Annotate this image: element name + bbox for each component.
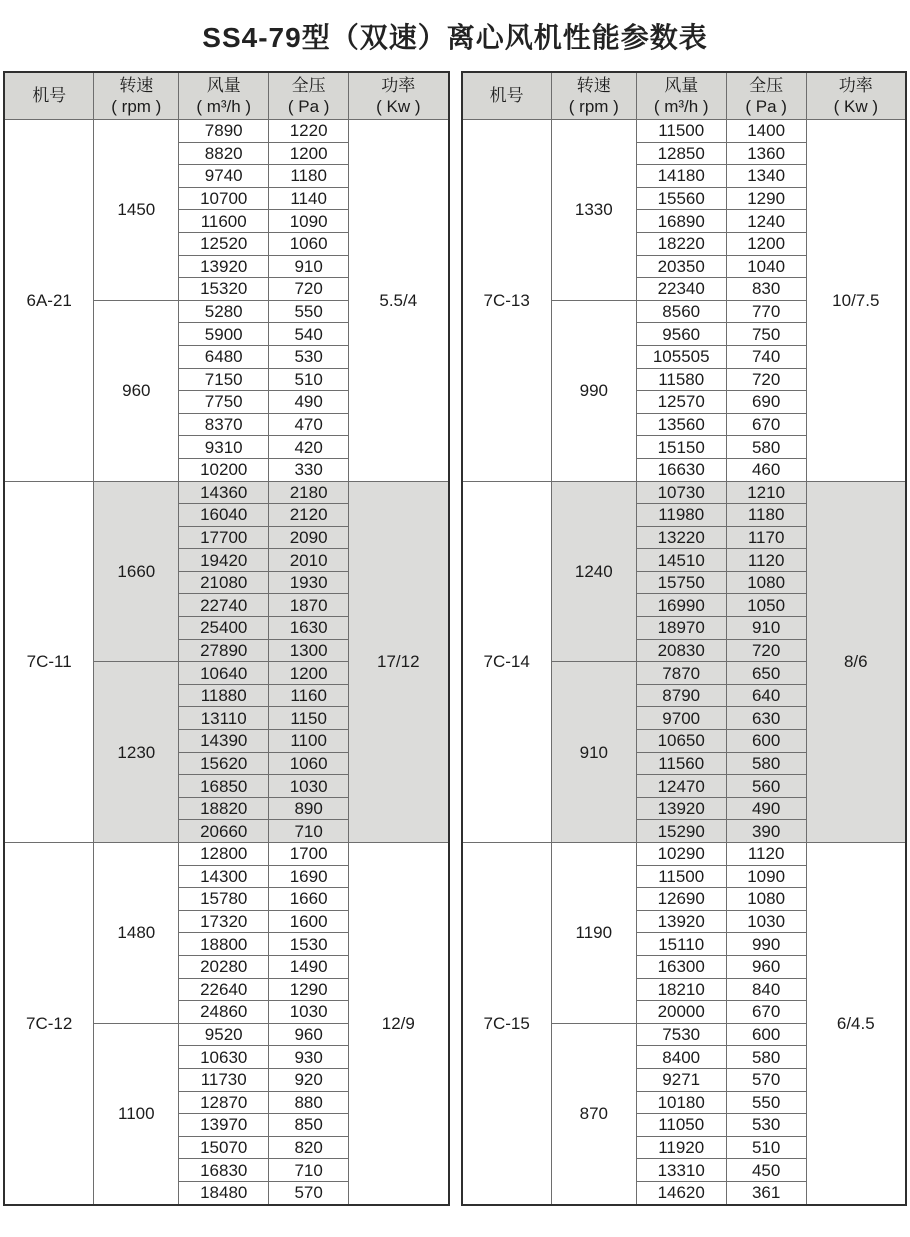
flow-cell: 8820: [179, 142, 269, 165]
col-header-line: ( Pa ): [287, 97, 330, 116]
pressure-cell: 670: [726, 1001, 806, 1024]
col-header-line: ( rpm ): [111, 97, 162, 116]
pressure-cell: 690: [726, 391, 806, 414]
col-header-line: 转速: [119, 75, 154, 95]
pressure-cell: 460: [726, 458, 806, 481]
flow-cell: 15780: [179, 888, 269, 911]
flow-cell: 18480: [179, 1181, 269, 1204]
col-header-pressure: [269, 72, 349, 120]
fan-table-right: [461, 71, 908, 1206]
flow-cell: 12570: [636, 391, 726, 414]
pressure-cell: 960: [269, 1023, 349, 1046]
pressure-cell: 550: [269, 300, 349, 323]
pressure-cell: 1060: [269, 232, 349, 255]
flow-cell: 8560: [636, 300, 726, 323]
col-header-line: ( m³/h ): [196, 97, 252, 116]
pressure-cell: 1090: [726, 865, 806, 888]
flow-cell: 13920: [636, 910, 726, 933]
pressure-cell: 1200: [269, 142, 349, 165]
data-row: [462, 481, 907, 504]
pressure-cell: 850: [269, 1114, 349, 1137]
flow-cell: 11580: [636, 368, 726, 391]
pressure-cell: 1210: [726, 481, 806, 504]
pressure-cell: 570: [269, 1181, 349, 1204]
flow-cell: 15150: [636, 436, 726, 459]
pressure-cell: 820: [269, 1136, 349, 1159]
pressure-cell: 1200: [726, 232, 806, 255]
pressure-cell: 1220: [269, 120, 349, 143]
pressure-cell: 1660: [269, 888, 349, 911]
flow-cell: 12520: [179, 232, 269, 255]
pressure-cell: 990: [726, 933, 806, 956]
pressure-cell: 1180: [726, 504, 806, 527]
pressure-cell: 510: [726, 1136, 806, 1159]
flow-cell: 13310: [636, 1159, 726, 1182]
flow-cell: 8400: [636, 1046, 726, 1069]
flow-cell: 16300: [636, 955, 726, 978]
flow-cell: 9740: [179, 165, 269, 188]
flow-cell: 105505: [636, 345, 726, 368]
pressure-cell: 2090: [269, 526, 349, 549]
pressure-cell: 720: [726, 368, 806, 391]
pressure-cell: 490: [726, 797, 806, 820]
power-cell: 17/12: [349, 481, 449, 843]
model-cell: 7C-13: [462, 120, 552, 482]
flow-cell: 14180: [636, 165, 726, 188]
flow-cell: 11560: [636, 752, 726, 775]
pressure-cell: 960: [726, 955, 806, 978]
flow-cell: 14300: [179, 865, 269, 888]
rpm-cell: 1100: [94, 1023, 179, 1204]
pressure-cell: 1050: [726, 594, 806, 617]
col-header-model: [462, 72, 552, 120]
flow-cell: 18800: [179, 933, 269, 956]
flow-cell: 14620: [636, 1181, 726, 1204]
data-row: [4, 843, 449, 866]
pressure-cell: 1490: [269, 955, 349, 978]
flow-cell: 10200: [179, 458, 269, 481]
flow-cell: 22340: [636, 278, 726, 301]
data-row: [4, 120, 449, 143]
pressure-cell: 1150: [269, 707, 349, 730]
model-cell: 7C-12: [4, 843, 94, 1205]
flow-cell: 14510: [636, 549, 726, 572]
flow-cell: 12870: [179, 1091, 269, 1114]
pressure-cell: 1120: [726, 549, 806, 572]
flow-cell: 8370: [179, 413, 269, 436]
model-cell: 7C-14: [462, 481, 552, 843]
flow-cell: 20000: [636, 1001, 726, 1024]
col-header-model: [4, 72, 94, 120]
flow-cell: 14360: [179, 481, 269, 504]
flow-cell: 11500: [636, 120, 726, 143]
flow-cell: 11730: [179, 1068, 269, 1091]
flow-cell: 6480: [179, 345, 269, 368]
pressure-cell: 750: [726, 323, 806, 346]
pressure-cell: 1690: [269, 865, 349, 888]
pressure-cell: 1080: [726, 571, 806, 594]
power-cell: 10/7.5: [806, 120, 906, 482]
pressure-cell: 770: [726, 300, 806, 323]
pressure-cell: 1340: [726, 165, 806, 188]
pressure-cell: 670: [726, 413, 806, 436]
pressure-cell: 530: [269, 345, 349, 368]
flow-cell: 17320: [179, 910, 269, 933]
rpm-cell: 1190: [551, 843, 636, 1024]
col-header-line: ( Kw ): [376, 97, 421, 116]
flow-cell: 25400: [179, 617, 269, 640]
rpm-cell: 870: [551, 1023, 636, 1204]
pressure-cell: 1360: [726, 142, 806, 165]
col-header-line: ( Pa ): [745, 97, 787, 116]
flow-cell: 16040: [179, 504, 269, 527]
pressure-cell: 530: [726, 1114, 806, 1137]
col-header-line: 功率: [381, 75, 416, 95]
flow-cell: 10290: [636, 843, 726, 866]
rpm-cell: 960: [94, 300, 179, 481]
flow-cell: 9560: [636, 323, 726, 346]
pressure-cell: 1400: [726, 120, 806, 143]
pressure-cell: 630: [726, 707, 806, 730]
pressure-cell: 840: [726, 978, 806, 1001]
col-header-rpm: [94, 72, 179, 120]
pressure-cell: 920: [269, 1068, 349, 1091]
col-header-line: ( Kw ): [833, 97, 878, 116]
power-cell: 5.5/4: [349, 120, 449, 482]
flow-cell: 18970: [636, 617, 726, 640]
pressure-cell: 390: [726, 820, 806, 843]
pressure-cell: 910: [726, 617, 806, 640]
power-cell: 8/6: [806, 481, 906, 843]
pressure-cell: 1090: [269, 210, 349, 233]
flow-cell: 18820: [179, 797, 269, 820]
flow-cell: 15290: [636, 820, 726, 843]
flow-cell: 13220: [636, 526, 726, 549]
flow-cell: 10630: [179, 1046, 269, 1069]
col-header-line: ( rpm ): [568, 97, 619, 116]
pressure-cell: 550: [726, 1091, 806, 1114]
flow-cell: 20350: [636, 255, 726, 278]
pressure-cell: 1030: [726, 910, 806, 933]
col-header-line: ( m³/h ): [653, 97, 709, 116]
pressure-cell: 1040: [726, 255, 806, 278]
col-header-power: [349, 72, 449, 120]
rpm-cell: 1480: [94, 843, 179, 1024]
pressure-cell: 710: [269, 1159, 349, 1182]
pressure-cell: 1930: [269, 571, 349, 594]
flow-cell: 12800: [179, 843, 269, 866]
pressure-cell: 2010: [269, 549, 349, 572]
flow-cell: 11920: [636, 1136, 726, 1159]
rpm-cell: 1330: [551, 120, 636, 301]
flow-cell: 10650: [636, 730, 726, 753]
pressure-cell: 600: [726, 1023, 806, 1046]
flow-cell: 9520: [179, 1023, 269, 1046]
flow-cell: 10180: [636, 1091, 726, 1114]
flow-cell: 14390: [179, 730, 269, 753]
flow-cell: 12850: [636, 142, 726, 165]
pressure-cell: 1180: [269, 165, 349, 188]
power-cell: 12/9: [349, 843, 449, 1205]
pressure-cell: 1300: [269, 639, 349, 662]
flow-cell: 20830: [636, 639, 726, 662]
header-row: [4, 72, 449, 120]
flow-cell: 19420: [179, 549, 269, 572]
pressure-cell: 510: [269, 368, 349, 391]
flow-cell: 18220: [636, 232, 726, 255]
pressure-cell: 910: [269, 255, 349, 278]
pressure-cell: 1290: [269, 978, 349, 1001]
rpm-cell: 1230: [94, 662, 179, 843]
rpm-cell: 1240: [551, 481, 636, 662]
pressure-cell: 1700: [269, 843, 349, 866]
col-header-line: 机号: [489, 86, 524, 106]
rpm-cell: 910: [551, 662, 636, 843]
flow-cell: 8790: [636, 684, 726, 707]
flow-cell: 15750: [636, 571, 726, 594]
col-header-line: 转速: [576, 75, 611, 95]
flow-cell: 17700: [179, 526, 269, 549]
pressure-cell: 580: [726, 752, 806, 775]
col-header-power: [806, 72, 906, 120]
pressure-cell: 1200: [269, 662, 349, 685]
pressure-cell: 1060: [269, 752, 349, 775]
flow-cell: 13920: [636, 797, 726, 820]
pressure-cell: 830: [726, 278, 806, 301]
col-header-line: 风量: [206, 75, 241, 95]
model-cell: 6A-21: [4, 120, 94, 482]
flow-cell: 7890: [179, 120, 269, 143]
pressure-cell: 580: [726, 436, 806, 459]
flow-cell: 27890: [179, 639, 269, 662]
model-cell: 7C-11: [4, 481, 94, 843]
pressure-cell: 600: [726, 730, 806, 753]
flow-cell: 11500: [636, 865, 726, 888]
pressure-cell: 1290: [726, 187, 806, 210]
pressure-cell: 1600: [269, 910, 349, 933]
pressure-cell: 1240: [726, 210, 806, 233]
flow-cell: 9700: [636, 707, 726, 730]
col-header-line: 风量: [664, 75, 699, 95]
pressure-cell: 1030: [269, 1001, 349, 1024]
col-header-flow: [179, 72, 269, 120]
flow-cell: 20660: [179, 820, 269, 843]
col-header-line: 全压: [749, 75, 784, 95]
flow-cell: 5900: [179, 323, 269, 346]
pressure-cell: 1120: [726, 843, 806, 866]
col-header-rpm: [551, 72, 636, 120]
pressure-cell: 420: [269, 436, 349, 459]
pressure-cell: 1170: [726, 526, 806, 549]
pressure-cell: 930: [269, 1046, 349, 1069]
pressure-cell: 2120: [269, 504, 349, 527]
flow-cell: 16630: [636, 458, 726, 481]
pressure-cell: 540: [269, 323, 349, 346]
col-header-line: 功率: [838, 75, 873, 95]
fan-table-left: [3, 71, 450, 1206]
flow-cell: 12470: [636, 775, 726, 798]
flow-cell: 15070: [179, 1136, 269, 1159]
flow-cell: 9310: [179, 436, 269, 459]
flow-cell: 10700: [179, 187, 269, 210]
flow-cell: 22640: [179, 978, 269, 1001]
flow-cell: 10640: [179, 662, 269, 685]
pressure-cell: 361: [726, 1181, 806, 1204]
flow-cell: 16830: [179, 1159, 269, 1182]
flow-cell: 9271: [636, 1068, 726, 1091]
flow-cell: 18210: [636, 978, 726, 1001]
flow-cell: 21080: [179, 571, 269, 594]
pressure-cell: 490: [269, 391, 349, 414]
pressure-cell: 580: [726, 1046, 806, 1069]
flow-cell: 11980: [636, 504, 726, 527]
rpm-cell: 990: [551, 300, 636, 481]
flow-cell: 13560: [636, 413, 726, 436]
flow-cell: 7870: [636, 662, 726, 685]
pressure-cell: 1030: [269, 775, 349, 798]
flow-cell: 20280: [179, 955, 269, 978]
flow-cell: 16890: [636, 210, 726, 233]
pressure-cell: 650: [726, 662, 806, 685]
pressure-cell: 1530: [269, 933, 349, 956]
flow-cell: 7530: [636, 1023, 726, 1046]
page-title: SS4-79型（双速）离心风机性能参数表: [202, 22, 708, 53]
pressure-cell: 1100: [269, 730, 349, 753]
flow-cell: 15110: [636, 933, 726, 956]
pressure-cell: 1870: [269, 594, 349, 617]
data-row: [462, 120, 907, 143]
col-header-flow: [636, 72, 726, 120]
pressure-cell: 570: [726, 1068, 806, 1091]
pressure-cell: 720: [726, 639, 806, 662]
pressure-cell: 1160: [269, 684, 349, 707]
pressure-cell: 560: [726, 775, 806, 798]
flow-cell: 11600: [179, 210, 269, 233]
flow-cell: 11050: [636, 1114, 726, 1137]
flow-cell: 5280: [179, 300, 269, 323]
pressure-cell: 1140: [269, 187, 349, 210]
pressure-cell: 740: [726, 345, 806, 368]
flow-cell: 13920: [179, 255, 269, 278]
flow-cell: 7750: [179, 391, 269, 414]
flow-cell: 15320: [179, 278, 269, 301]
pressure-cell: 330: [269, 458, 349, 481]
pressure-cell: 880: [269, 1091, 349, 1114]
pressure-cell: 710: [269, 820, 349, 843]
flow-cell: 15620: [179, 752, 269, 775]
flow-cell: 13110: [179, 707, 269, 730]
col-header-line: 机号: [32, 86, 67, 106]
tables-row: [3, 71, 907, 1206]
rpm-cell: 1450: [94, 120, 179, 301]
pressure-cell: 470: [269, 413, 349, 436]
flow-cell: 22740: [179, 594, 269, 617]
flow-cell: 24860: [179, 1001, 269, 1024]
pressure-cell: 2180: [269, 481, 349, 504]
pressure-cell: 1630: [269, 617, 349, 640]
data-row: [4, 481, 449, 504]
pressure-cell: 1080: [726, 888, 806, 911]
model-cell: 7C-15: [462, 843, 552, 1205]
pressure-cell: 640: [726, 684, 806, 707]
flow-cell: 11880: [179, 684, 269, 707]
col-header-line: 全压: [291, 75, 326, 95]
flow-cell: 16850: [179, 775, 269, 798]
pressure-cell: 890: [269, 797, 349, 820]
data-row: [462, 843, 907, 866]
col-header-pressure: [726, 72, 806, 120]
flow-cell: 12690: [636, 888, 726, 911]
flow-cell: 16990: [636, 594, 726, 617]
flow-cell: 15560: [636, 187, 726, 210]
pressure-cell: 720: [269, 278, 349, 301]
rpm-cell: 1660: [94, 481, 179, 662]
pressure-cell: 450: [726, 1159, 806, 1182]
power-cell: 6/4.5: [806, 843, 906, 1205]
header-row: [462, 72, 907, 120]
flow-cell: 7150: [179, 368, 269, 391]
flow-cell: 13970: [179, 1114, 269, 1137]
flow-cell: 10730: [636, 481, 726, 504]
